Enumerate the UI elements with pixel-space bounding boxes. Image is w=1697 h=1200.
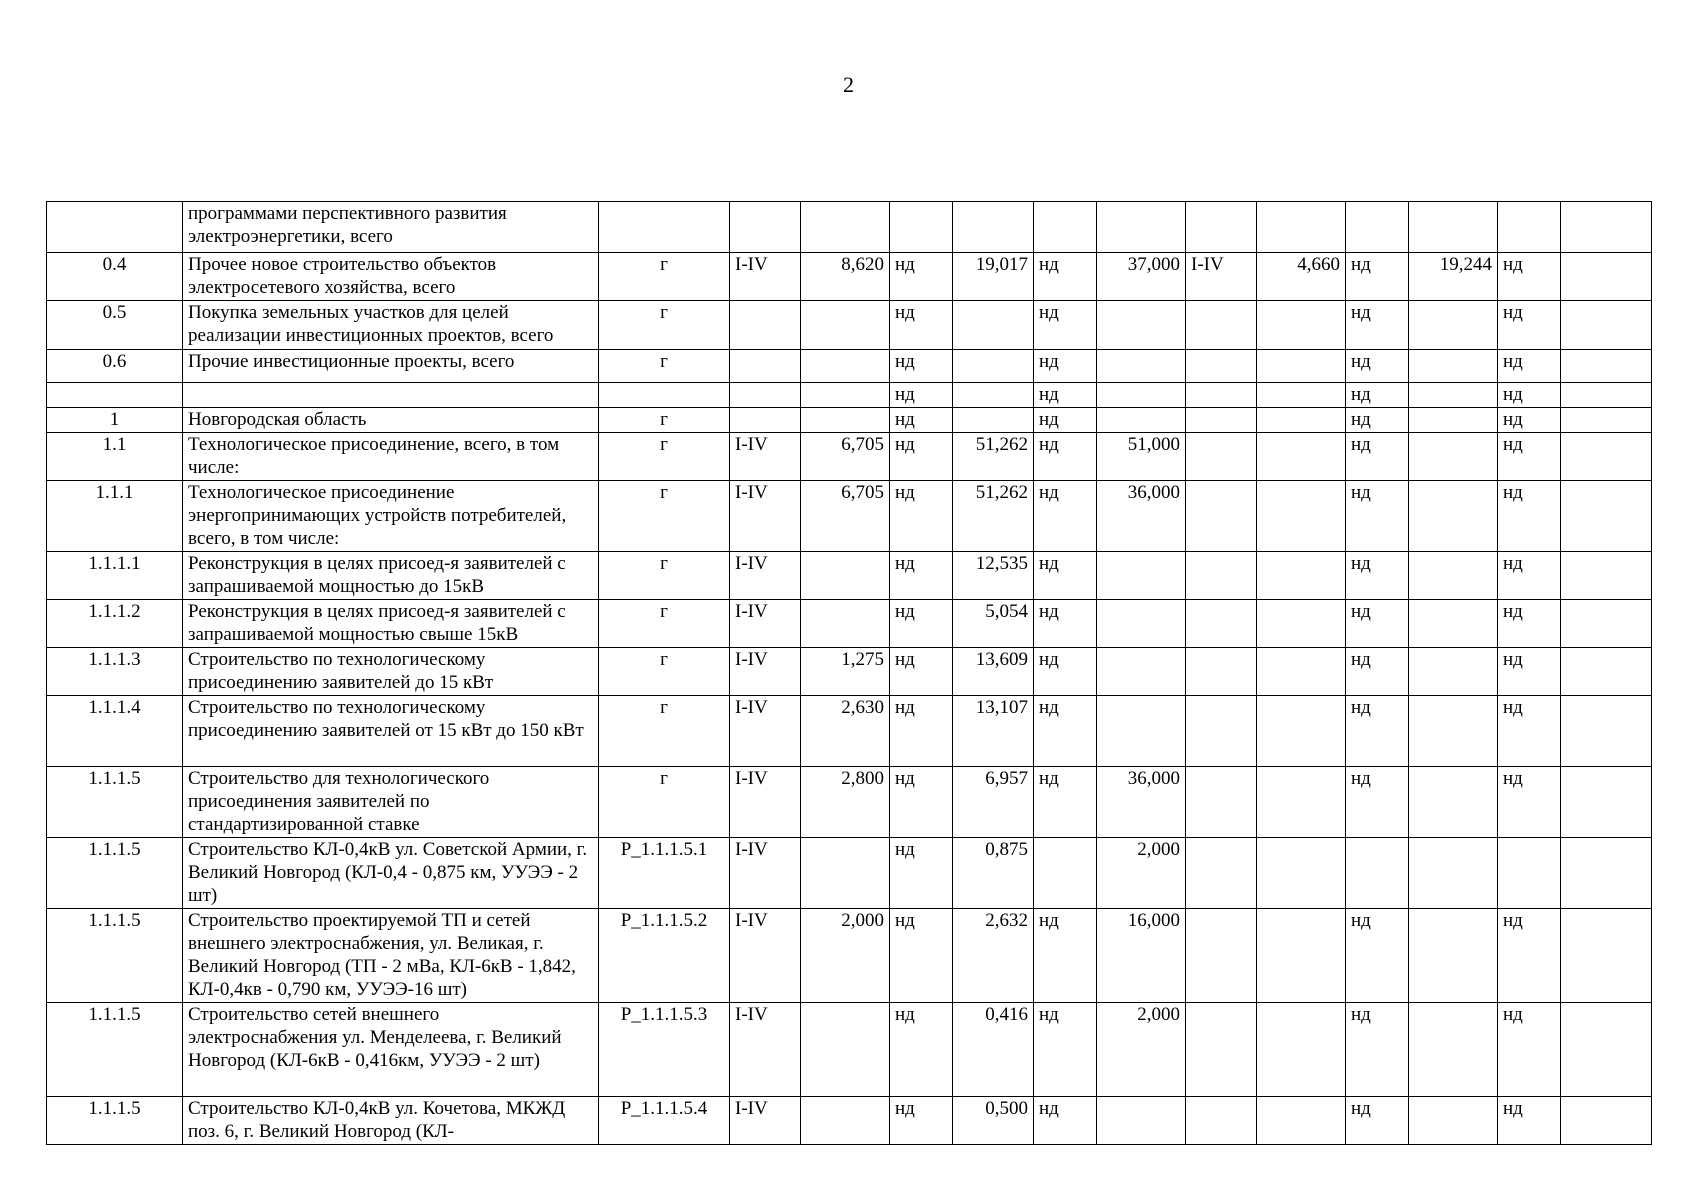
nd-cell: нд (890, 600, 953, 648)
value-cell (1257, 350, 1346, 383)
value-cell: 51,262 (953, 433, 1034, 481)
row-number: 1 (47, 408, 183, 433)
period-cell: I-IV (730, 909, 801, 1003)
nd-cell: нд (1346, 1097, 1409, 1145)
value-cell (1409, 696, 1498, 767)
row-name: Новгородская область (183, 408, 599, 433)
period-cell: I-IV (730, 696, 801, 767)
nd-cell (1498, 838, 1561, 909)
nd-cell: нд (890, 552, 953, 600)
row-name: Строительство проектируемой ТП и сетей внешнего электроснабжения, ул. Великая, г. Великий Новгород (ТП - 2 мВа, КЛ-6кВ - 1,842, КЛ-0,4кв - 0,790 км, УУЭЭ-16 шт) (183, 909, 599, 1003)
nd-cell: нд (1498, 552, 1561, 600)
value-cell (1257, 909, 1346, 1003)
nd-cell (1034, 838, 1097, 909)
value-cell (801, 408, 890, 433)
value-cell: 13,107 (953, 696, 1034, 767)
empty-cell (1561, 600, 1652, 648)
empty-cell (1561, 1003, 1652, 1097)
value-cell: 36,000 (1097, 767, 1186, 838)
table-row (47, 350, 1652, 383)
row-name: Строительство КЛ-0,4кВ ул. Советской Армии, г. Великий Новгород (КЛ-0,4 - 0,875 км, УУЭЭ - 2 шт) (183, 838, 599, 909)
value-cell (801, 301, 890, 350)
value-cell: 8,620 (801, 253, 890, 301)
table-row (47, 253, 1652, 301)
row-code (599, 202, 730, 253)
nd-cell: нд (1034, 1003, 1097, 1097)
table-row (47, 552, 1652, 600)
table-row (47, 433, 1652, 481)
value-cell (953, 301, 1034, 350)
nd-cell: нд (1034, 552, 1097, 600)
row-code: г (599, 767, 730, 838)
row-number: 1.1.1.5 (47, 1097, 183, 1145)
row-number: 0.6 (47, 350, 183, 383)
value-cell (1409, 552, 1498, 600)
row-number: 0.5 (47, 301, 183, 350)
row-code: г (599, 552, 730, 600)
empty-cell (1561, 648, 1652, 696)
period-cell: I-IV (730, 600, 801, 648)
nd-cell: нд (1498, 350, 1561, 383)
period-cell (730, 202, 801, 253)
period-cell: I-IV (730, 1097, 801, 1145)
nd-cell: нд (1346, 481, 1409, 552)
value-cell (1257, 648, 1346, 696)
nd-cell: нд (890, 1097, 953, 1145)
table-row (47, 648, 1652, 696)
nd-cell: нд (890, 696, 953, 767)
value-cell: 37,000 (1097, 253, 1186, 301)
nd-cell: нд (1034, 350, 1097, 383)
nd-cell: нд (890, 838, 953, 909)
nd-cell: нд (890, 481, 953, 552)
value-cell (953, 408, 1034, 433)
period-cell (1186, 838, 1257, 909)
value-cell (801, 552, 890, 600)
nd-cell: нд (1498, 408, 1561, 433)
table-row (47, 696, 1652, 767)
value-cell (1409, 202, 1498, 253)
table-row (47, 1003, 1652, 1097)
table-row (47, 909, 1652, 1003)
period-cell (1186, 696, 1257, 767)
row-code: г (599, 696, 730, 767)
value-cell (1257, 696, 1346, 767)
row-code: г (599, 301, 730, 350)
value-cell: 36,000 (1097, 481, 1186, 552)
row-number: 1.1.1.5 (47, 838, 183, 909)
value-cell: 13,609 (953, 648, 1034, 696)
value-cell (1409, 433, 1498, 481)
nd-cell: нд (1498, 383, 1561, 408)
nd-cell: нд (1498, 600, 1561, 648)
empty-cell (1561, 301, 1652, 350)
row-number: 1.1.1.1 (47, 552, 183, 600)
nd-cell: нд (890, 408, 953, 433)
period-cell: I-IV (730, 481, 801, 552)
value-cell (1097, 552, 1186, 600)
nd-cell: нд (1034, 383, 1097, 408)
nd-cell (890, 202, 953, 253)
row-number: 1.1.1 (47, 481, 183, 552)
investment-program-table (46, 201, 1652, 1145)
period-cell: I-IV (1186, 253, 1257, 301)
value-cell (1097, 600, 1186, 648)
table-row (47, 1097, 1652, 1145)
value-cell (1097, 202, 1186, 253)
row-number: 1.1.1.5 (47, 1003, 183, 1097)
value-cell (1257, 383, 1346, 408)
period-cell (1186, 909, 1257, 1003)
row-code (599, 383, 730, 408)
row-number: 1.1.1.5 (47, 909, 183, 1003)
page-number: 2 (843, 72, 854, 97)
value-cell (801, 1003, 890, 1097)
table-row (47, 408, 1652, 433)
nd-cell: нд (1498, 648, 1561, 696)
nd-cell: нд (1346, 408, 1409, 433)
period-cell (1186, 350, 1257, 383)
row-code: г (599, 350, 730, 383)
row-number: 1.1.1.2 (47, 600, 183, 648)
value-cell (1257, 202, 1346, 253)
table-row (47, 838, 1652, 909)
value-cell: 1,275 (801, 648, 890, 696)
empty-cell (1561, 1097, 1652, 1145)
nd-cell (1346, 202, 1409, 253)
value-cell: 2,630 (801, 696, 890, 767)
nd-cell: нд (1498, 301, 1561, 350)
value-cell (1409, 1097, 1498, 1145)
value-cell: 5,054 (953, 600, 1034, 648)
value-cell (1409, 838, 1498, 909)
value-cell (1097, 408, 1186, 433)
value-cell (1257, 481, 1346, 552)
value-cell (1257, 1003, 1346, 1097)
row-code: г (599, 408, 730, 433)
row-name (183, 383, 599, 408)
value-cell (1409, 767, 1498, 838)
period-cell (730, 350, 801, 383)
period-cell (1186, 301, 1257, 350)
nd-cell: нд (1034, 433, 1097, 481)
value-cell (1097, 1097, 1186, 1145)
row-code: P_1.1.1.5.3 (599, 1003, 730, 1097)
nd-cell (1034, 202, 1097, 253)
nd-cell: нд (1034, 696, 1097, 767)
table-row (47, 301, 1652, 350)
nd-cell: нд (890, 433, 953, 481)
row-name: Технологическое присоединение, всего, в том числе: (183, 433, 599, 481)
period-cell: I-IV (730, 838, 801, 909)
value-cell (1409, 481, 1498, 552)
nd-cell: нд (1034, 909, 1097, 1003)
row-number: 1.1 (47, 433, 183, 481)
nd-cell: нд (1346, 767, 1409, 838)
nd-cell: нд (1498, 767, 1561, 838)
value-cell (1409, 408, 1498, 433)
nd-cell: нд (890, 648, 953, 696)
value-cell: 19,244 (1409, 253, 1498, 301)
value-cell (953, 350, 1034, 383)
value-cell: 12,535 (953, 552, 1034, 600)
value-cell: 6,705 (801, 481, 890, 552)
value-cell: 6,705 (801, 433, 890, 481)
value-cell (1257, 600, 1346, 648)
empty-cell (1561, 481, 1652, 552)
value-cell (1257, 1097, 1346, 1145)
value-cell (1409, 383, 1498, 408)
row-number (47, 202, 183, 253)
period-cell (1186, 767, 1257, 838)
empty-cell (1561, 202, 1652, 253)
nd-cell: нд (890, 767, 953, 838)
nd-cell (1346, 838, 1409, 909)
nd-cell: нд (1034, 767, 1097, 838)
value-cell: 51,262 (953, 481, 1034, 552)
value-cell (1409, 909, 1498, 1003)
nd-cell: нд (1346, 648, 1409, 696)
nd-cell: нд (1034, 253, 1097, 301)
row-code: P_1.1.1.5.2 (599, 909, 730, 1003)
value-cell: 2,632 (953, 909, 1034, 1003)
value-cell (1257, 552, 1346, 600)
nd-cell: нд (1034, 648, 1097, 696)
value-cell (1097, 648, 1186, 696)
row-name: Технологическое присоединение энергопринимающих устройств потребителей, всего, в том числе: (183, 481, 599, 552)
value-cell (1257, 767, 1346, 838)
value-cell (801, 202, 890, 253)
nd-cell: нд (890, 1003, 953, 1097)
period-cell (730, 383, 801, 408)
value-cell (1097, 350, 1186, 383)
value-cell: 6,957 (953, 767, 1034, 838)
nd-cell: нд (890, 301, 953, 350)
nd-cell: нд (1346, 253, 1409, 301)
nd-cell: нд (1346, 383, 1409, 408)
nd-cell: нд (890, 909, 953, 1003)
value-cell (801, 600, 890, 648)
row-number: 1.1.1.3 (47, 648, 183, 696)
row-code: г (599, 253, 730, 301)
empty-cell (1561, 408, 1652, 433)
nd-cell: нд (1034, 1097, 1097, 1145)
row-name: Строительство для технологического присоединения заявителей по стандартизированной ставке (183, 767, 599, 838)
value-cell: 2,000 (801, 909, 890, 1003)
table-row (47, 202, 1652, 253)
empty-cell (1561, 767, 1652, 838)
row-code: P_1.1.1.5.4 (599, 1097, 730, 1145)
period-cell (1186, 202, 1257, 253)
row-code: г (599, 481, 730, 552)
value-cell: 2,800 (801, 767, 890, 838)
nd-cell: нд (890, 383, 953, 408)
value-cell (1097, 383, 1186, 408)
nd-cell: нд (890, 350, 953, 383)
nd-cell: нд (1346, 1003, 1409, 1097)
value-cell: 2,000 (1097, 1003, 1186, 1097)
period-cell: I-IV (730, 767, 801, 838)
value-cell: 0,416 (953, 1003, 1034, 1097)
table-row (47, 767, 1652, 838)
nd-cell: нд (1034, 408, 1097, 433)
empty-cell (1561, 696, 1652, 767)
period-cell (1186, 383, 1257, 408)
value-cell: 51,000 (1097, 433, 1186, 481)
empty-cell (1561, 350, 1652, 383)
period-cell: I-IV (730, 552, 801, 600)
empty-cell (1561, 909, 1652, 1003)
period-cell (730, 408, 801, 433)
period-cell (1186, 433, 1257, 481)
nd-cell: нд (1034, 600, 1097, 648)
value-cell (801, 350, 890, 383)
empty-cell (1561, 433, 1652, 481)
value-cell (1409, 600, 1498, 648)
row-number: 1.1.1.5 (47, 767, 183, 838)
table-row (47, 481, 1652, 552)
period-cell (1186, 408, 1257, 433)
row-number (47, 383, 183, 408)
row-number: 1.1.1.4 (47, 696, 183, 767)
empty-cell (1561, 383, 1652, 408)
value-cell (1409, 301, 1498, 350)
row-name: Покупка земельных участков для целей реализации инвестиционных проектов, всего (183, 301, 599, 350)
row-name: Строительство КЛ-0,4кВ ул. Кочетова, МКЖД поз. 6, г. Великий Новгород (КЛ- (183, 1097, 599, 1145)
nd-cell: нд (1034, 481, 1097, 552)
table-row (47, 383, 1652, 408)
value-cell (1257, 433, 1346, 481)
value-cell (1409, 1003, 1498, 1097)
value-cell (1257, 408, 1346, 433)
value-cell: 2,000 (1097, 838, 1186, 909)
nd-cell: нд (1346, 696, 1409, 767)
value-cell (1257, 838, 1346, 909)
nd-cell: нд (1498, 909, 1561, 1003)
value-cell (1257, 301, 1346, 350)
value-cell (801, 383, 890, 408)
value-cell: 0,500 (953, 1097, 1034, 1145)
value-cell (953, 202, 1034, 253)
period-cell (1186, 1003, 1257, 1097)
nd-cell (1498, 202, 1561, 253)
nd-cell: нд (1498, 253, 1561, 301)
period-cell (1186, 600, 1257, 648)
value-cell (801, 838, 890, 909)
nd-cell: нд (1034, 301, 1097, 350)
period-cell (1186, 552, 1257, 600)
period-cell (1186, 1097, 1257, 1145)
table-row (47, 600, 1652, 648)
row-name: Прочие инвестиционные проекты, всего (183, 350, 599, 383)
empty-cell (1561, 838, 1652, 909)
nd-cell: нд (1498, 696, 1561, 767)
row-code: г (599, 433, 730, 481)
row-name: Реконструкция в целях присоед-я заявителей с запрашиваемой мощностью свыше 15кВ (183, 600, 599, 648)
row-name: Прочее новое строительство объектов электросетевого хозяйства, всего (183, 253, 599, 301)
period-cell (1186, 648, 1257, 696)
nd-cell: нд (1346, 350, 1409, 383)
row-code: г (599, 648, 730, 696)
period-cell: I-IV (730, 253, 801, 301)
value-cell (1097, 301, 1186, 350)
row-name: Строительство по технологическому присоединению заявителей от 15 кВт до 150 кВт (183, 696, 599, 767)
period-cell (730, 301, 801, 350)
row-name: Строительство по технологическому присоединению заявителей до 15 кВт (183, 648, 599, 696)
value-cell (1097, 696, 1186, 767)
row-name: Реконструкция в целях присоед-я заявителей с запрашиваемой мощностью до 15кВ (183, 552, 599, 600)
empty-cell (1561, 253, 1652, 301)
nd-cell: нд (1346, 909, 1409, 1003)
row-number: 0.4 (47, 253, 183, 301)
nd-cell: нд (1346, 301, 1409, 350)
value-cell: 0,875 (953, 838, 1034, 909)
period-cell: I-IV (730, 1003, 801, 1097)
value-cell (1409, 648, 1498, 696)
period-cell: I-IV (730, 648, 801, 696)
row-name: Строительство сетей внешнего электроснабжения ул. Менделеева, г. Великий Новгород (КЛ-6кВ - 0,416км, УУЭЭ - 2 шт) (183, 1003, 599, 1097)
row-name: программами перспективного развития электроэнергетики, всего (183, 202, 599, 253)
nd-cell: нд (890, 253, 953, 301)
empty-cell (1561, 552, 1652, 600)
row-code: г (599, 600, 730, 648)
nd-cell: нд (1498, 433, 1561, 481)
row-code: P_1.1.1.5.1 (599, 838, 730, 909)
value-cell (801, 1097, 890, 1145)
value-cell (1409, 350, 1498, 383)
nd-cell: нд (1498, 1003, 1561, 1097)
nd-cell: нд (1346, 433, 1409, 481)
period-cell (1186, 481, 1257, 552)
nd-cell: нд (1498, 1097, 1561, 1145)
nd-cell: нд (1346, 552, 1409, 600)
value-cell (953, 383, 1034, 408)
nd-cell: нд (1498, 481, 1561, 552)
period-cell: I-IV (730, 433, 801, 481)
value-cell: 19,017 (953, 253, 1034, 301)
value-cell: 16,000 (1097, 909, 1186, 1003)
nd-cell: нд (1346, 600, 1409, 648)
value-cell: 4,660 (1257, 253, 1346, 301)
